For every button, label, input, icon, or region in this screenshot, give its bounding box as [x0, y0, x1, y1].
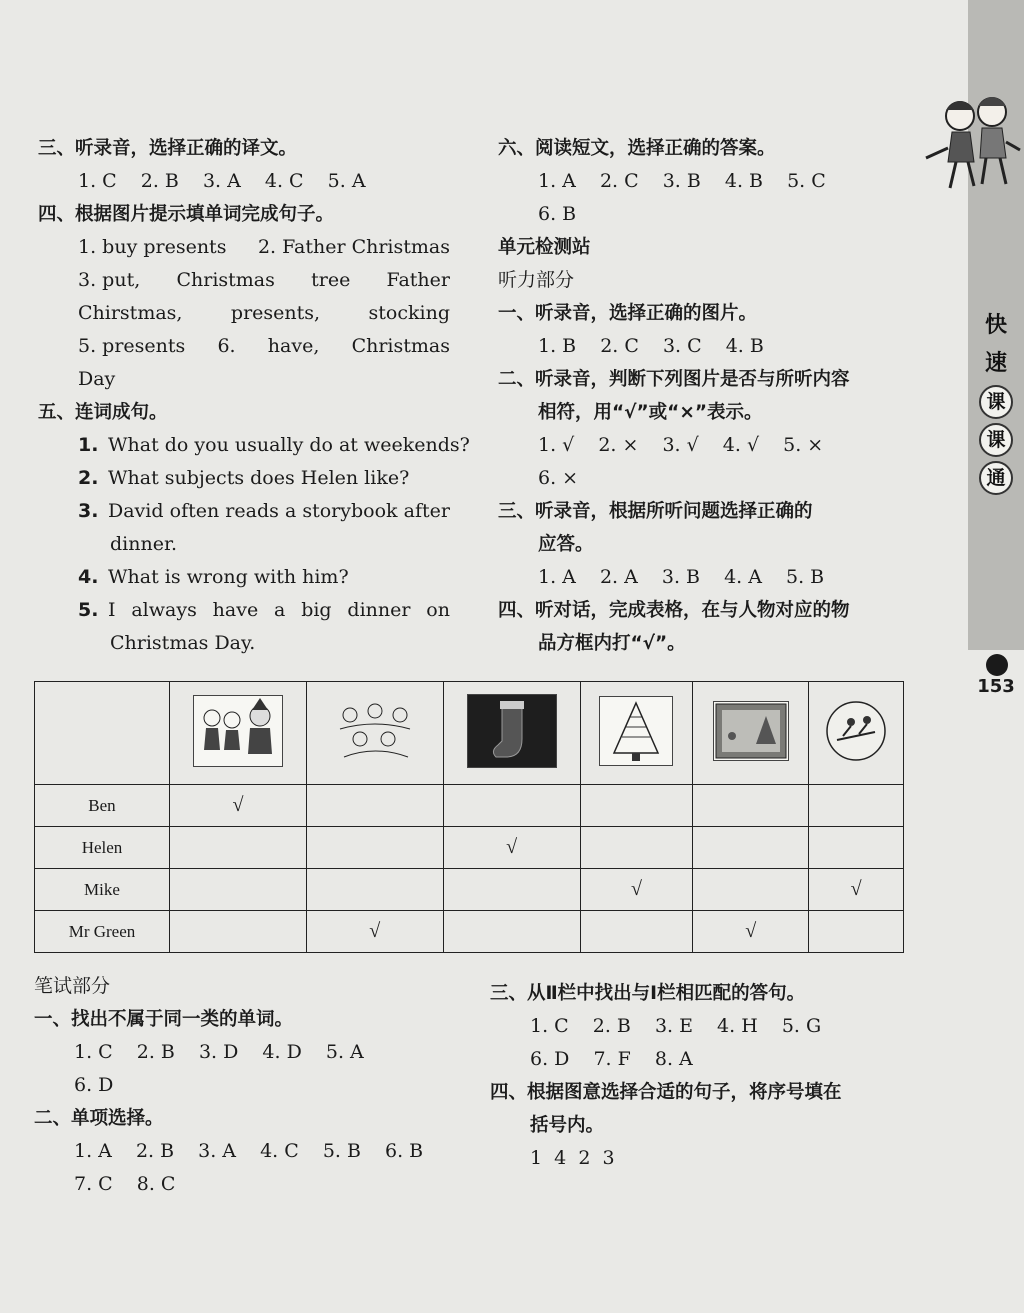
sentence-item: 1. What do you usually do at weekends?: [78, 434, 470, 456]
series-title: [972, 305, 1020, 499]
check-cell: [443, 911, 580, 953]
right-column: [498, 132, 908, 660]
check-cell: [443, 869, 580, 911]
answer-line: 1. A 2. A 3. B 4. A 5. B: [538, 566, 825, 588]
answer-line: 1. buy presents 2. Father Christmas: [78, 236, 450, 258]
picture-cell: [580, 682, 693, 785]
check-cell: [809, 827, 904, 869]
check-cell: √: [443, 827, 580, 869]
unit-title: 单元检测站: [498, 237, 591, 258]
check-cell: √: [306, 911, 443, 953]
christmas-card-picture: [713, 701, 789, 761]
series-title-char: 课: [979, 385, 1013, 419]
section-heading: 三、从Ⅱ栏中找出与Ⅰ栏相匹配的答句。: [490, 983, 806, 1004]
empty-header-cell: [35, 682, 170, 785]
check-cell: [693, 785, 809, 827]
answer-line: 1 4 2 3: [530, 1147, 615, 1169]
answer-line: 1. C 2. B 3. A 4. C 5. A: [78, 170, 366, 192]
answer-line: 7. C 8. C: [74, 1173, 176, 1195]
check-cell: [580, 911, 693, 953]
section-heading: 三、听录音，根据所听问题选择正确的: [498, 501, 813, 522]
answer-line: Day: [78, 368, 116, 390]
christmas-tree-picture: [599, 696, 673, 766]
sentence-continuation: Christmas Day.: [110, 632, 256, 654]
sentence-continuation: dinner.: [110, 533, 177, 555]
table-row: [35, 785, 904, 827]
person-name: Helen: [35, 827, 170, 869]
section-heading: 四、根据图片提示填单词完成句子。: [38, 204, 335, 225]
part-title: 听力部分: [498, 269, 575, 291]
children-and-santa-picture: [193, 695, 283, 767]
page-marker-dot: [986, 654, 1008, 676]
party-crowd-picture: [330, 695, 420, 767]
section-heading: 六、阅读短文，选择正确的答案。: [498, 138, 776, 159]
check-cell: [693, 869, 809, 911]
check-cell: [580, 827, 693, 869]
picture-row: [35, 682, 904, 785]
answer-line: 6. D: [74, 1074, 114, 1096]
part-title: 笔试部分: [34, 975, 111, 997]
check-cell: √: [170, 785, 307, 827]
written-right-column: [490, 977, 910, 1175]
series-title-char: 速: [984, 351, 1007, 376]
answer-line: 1. B 2. C 3. C 4. B: [538, 335, 764, 357]
check-cell: [443, 785, 580, 827]
check-cell: [306, 869, 443, 911]
table-row: [35, 827, 904, 869]
check-cell: [170, 827, 307, 869]
answer-line: 6. D 7. F 8. A: [530, 1048, 693, 1070]
check-cell: [306, 785, 443, 827]
section-heading: 一、找出不属于同一类的单词。: [34, 1009, 294, 1030]
check-cell: [693, 827, 809, 869]
left-column: [38, 132, 470, 660]
answer-line: 6. B: [538, 203, 577, 225]
answer-line: 6. ×: [538, 467, 579, 489]
person-name: Mr Green: [35, 911, 170, 953]
answer-line: Chirstmas, presents, stocking: [78, 302, 450, 324]
person-name: Mike: [35, 869, 170, 911]
check-cell: [809, 911, 904, 953]
check-cell: [809, 785, 904, 827]
check-cell: √: [580, 869, 693, 911]
page-number: 153: [977, 676, 1015, 697]
section-heading: 相符，用“√”或“×”表示。: [538, 402, 763, 423]
section-heading: 五、连词成句。: [38, 402, 168, 423]
answer-line: 1. A 2. C 3. B 4. B 5. C: [538, 170, 826, 192]
person-name: Ben: [35, 785, 170, 827]
written-left-column: [34, 970, 464, 1201]
sentence-item: 4. What is wrong with him?: [78, 566, 349, 588]
check-cell: [580, 785, 693, 827]
table-row: [35, 911, 904, 953]
answer-line: 1. C 2. B 3. E 4. H 5. G: [530, 1015, 822, 1037]
series-title-char: 快: [984, 313, 1007, 338]
series-title-char: 通: [979, 461, 1013, 495]
check-cell: [170, 911, 307, 953]
answer-line: 3. put, Christmas tree Father: [78, 269, 450, 291]
section-heading: 括号内。: [530, 1115, 605, 1136]
section-heading: 二、听录音，判断下列图片是否与所听内容: [498, 369, 850, 390]
answer-line: 1. A 2. B 3. A 4. C 5. B 6. B: [74, 1140, 424, 1162]
picture-cell: [809, 682, 904, 785]
stocking-picture: [467, 694, 557, 768]
check-cell: √: [809, 869, 904, 911]
picture-cell: [443, 682, 580, 785]
answer-table: [34, 681, 904, 953]
check-cell: √: [693, 911, 809, 953]
section-heading: 三、听录音，选择正确的译文。: [38, 138, 298, 159]
section-heading: 品方框内打“√”。: [538, 633, 686, 654]
children-illustration: [922, 88, 1022, 198]
section-heading: 四、根据图意选择合适的句子，将序号填在: [490, 1082, 842, 1103]
answer-line: 5. presents 6. have, Christmas: [78, 335, 450, 357]
section-heading: 一、听录音，选择正确的图片。: [498, 303, 758, 324]
sledding-picture: [825, 700, 887, 762]
answer-line: 1. C 2. B 3. D 4. D 5. A: [74, 1041, 364, 1063]
check-cell: [306, 827, 443, 869]
answer-line: 1. √ 2. × 3. √ 4. √ 5. ×: [538, 434, 824, 456]
table-row: [35, 869, 904, 911]
sentence-item: 2. What subjects does Helen like?: [78, 467, 410, 489]
series-title-char: 课: [979, 423, 1013, 457]
picture-cell: [170, 682, 307, 785]
section-heading: 应答。: [538, 534, 594, 555]
picture-cell: [693, 682, 809, 785]
check-cell: [170, 869, 307, 911]
section-heading: 四、听对话，完成表格，在与人物对应的物: [498, 600, 850, 621]
section-heading: 二、单项选择。: [34, 1108, 164, 1129]
sentence-item: 5. I always have a big dinner on: [78, 599, 450, 621]
sentence-item: 3. David often reads a storybook after: [78, 500, 450, 522]
picture-cell: [306, 682, 443, 785]
